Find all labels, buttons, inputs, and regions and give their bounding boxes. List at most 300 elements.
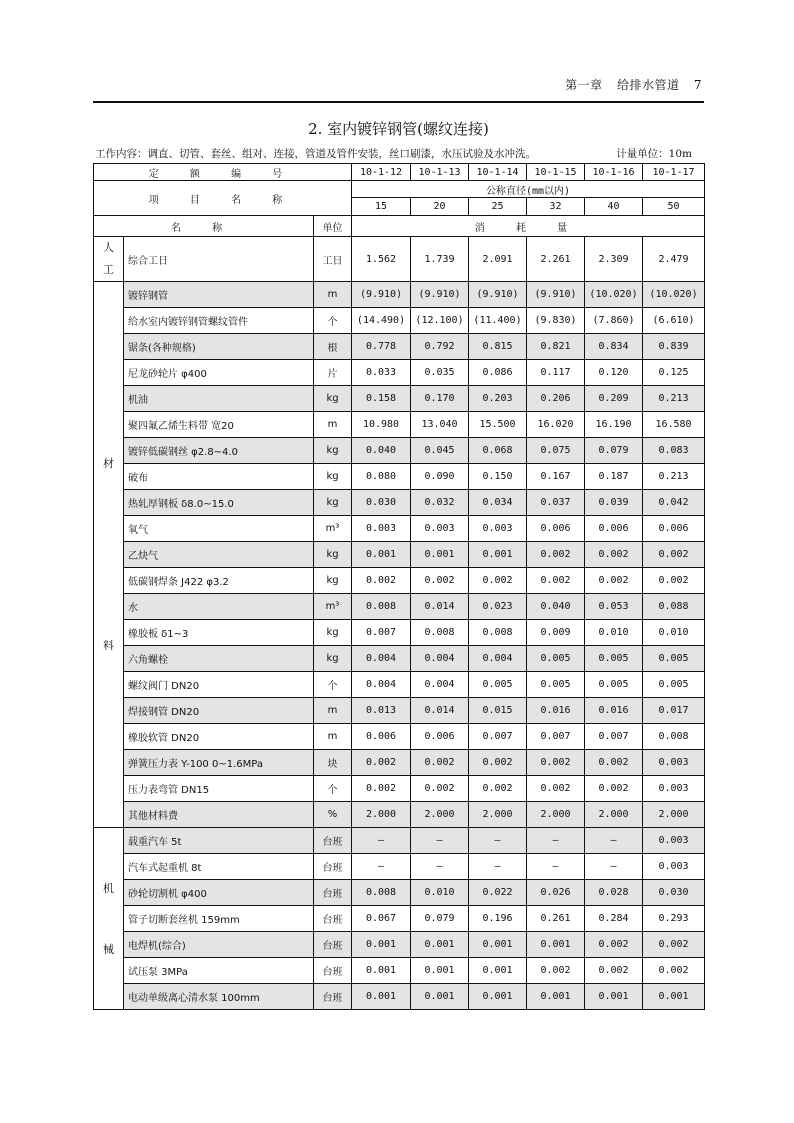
item-unit: kg [314, 464, 352, 490]
item-value: 2.479 [643, 237, 705, 282]
item-value: 2.091 [469, 237, 527, 282]
item-value: 0.001 [469, 932, 527, 958]
item-value: 0.187 [585, 464, 643, 490]
item-name: 低碳钢焊条 J422 φ3.2 [124, 568, 314, 594]
item-unit: kg [314, 386, 352, 412]
item-value: 0.016 [527, 698, 585, 724]
item-value: 0.023 [469, 594, 527, 620]
item-unit: 台班 [314, 828, 352, 854]
table-row [94, 906, 705, 932]
table-row [94, 386, 705, 412]
item-value: 0.167 [527, 464, 585, 490]
item-value: 0.003 [643, 854, 705, 880]
item-value: 0.008 [469, 620, 527, 646]
item-value: 0.001 [411, 958, 469, 984]
table-row [94, 490, 705, 516]
diameter-value: 32 [527, 198, 585, 216]
item-value: 0.002 [643, 932, 705, 958]
quota-table-body [94, 164, 705, 1010]
item-value: 1.562 [352, 237, 411, 282]
item-value: 15.500 [469, 412, 527, 438]
item-value: 0.002 [527, 750, 585, 776]
item-name: 镀锌低碳钢丝 φ2.8~4.0 [124, 438, 314, 464]
item-unit: 台班 [314, 906, 352, 932]
category-char: 料 [103, 638, 114, 652]
item-value: 10.980 [352, 412, 411, 438]
quota-code: 10-1-16 [585, 164, 643, 181]
category-cell [94, 828, 124, 1010]
item-value: 2.000 [469, 802, 527, 828]
item-value: 0.004 [469, 646, 527, 672]
item-name: 橡胶板 δ1~3 [124, 620, 314, 646]
item-unit: 台班 [314, 958, 352, 984]
quota-table [93, 163, 705, 1010]
item-value: (10.020) [643, 282, 705, 308]
item-value: 0.284 [585, 906, 643, 932]
item-unit: m [314, 724, 352, 750]
category-char: 材 [103, 456, 114, 470]
table-row [94, 932, 705, 958]
item-value: — [527, 854, 585, 880]
item-name: 载重汽车 5t [124, 828, 314, 854]
item-name: 锯条(各种规格) [124, 334, 314, 360]
item-unit: m³ [314, 594, 352, 620]
quota-code: 10-1-17 [643, 164, 705, 181]
item-value: 0.003 [643, 828, 705, 854]
item-value: 0.006 [411, 724, 469, 750]
item-value: 0.007 [585, 724, 643, 750]
table-row [94, 984, 705, 1010]
item-name: 热轧厚钢板 δ8.0~15.0 [124, 490, 314, 516]
item-value: 0.006 [352, 724, 411, 750]
item-value: 0.005 [585, 672, 643, 698]
item-value: 0.035 [411, 360, 469, 386]
item-value: 0.002 [527, 776, 585, 802]
diameter-value: 50 [643, 198, 705, 216]
item-value: 0.004 [411, 672, 469, 698]
item-name: 弹簧压力表 Y-100 0~1.6MPa [124, 750, 314, 776]
item-value: 0.017 [643, 698, 705, 724]
item-value: 0.007 [352, 620, 411, 646]
table-row [94, 958, 705, 984]
item-value: 0.002 [585, 776, 643, 802]
diameter-value: 20 [411, 198, 469, 216]
diameter-value: 15 [352, 198, 411, 216]
item-value: 0.196 [469, 906, 527, 932]
item-value: 0.040 [352, 438, 411, 464]
table-row [94, 464, 705, 490]
item-value: 0.002 [469, 568, 527, 594]
item-value: 0.002 [585, 568, 643, 594]
item-value: 0.001 [411, 542, 469, 568]
item-name: 其他材料费 [124, 802, 314, 828]
item-value: 0.821 [527, 334, 585, 360]
item-value: 0.088 [643, 594, 705, 620]
item-value: 0.003 [643, 750, 705, 776]
table-row [94, 620, 705, 646]
item-unit: 台班 [314, 984, 352, 1010]
item-value: 0.001 [469, 984, 527, 1010]
item-value: 0.203 [469, 386, 527, 412]
item-name: 汽车式起重机 8t [124, 854, 314, 880]
item-value: 0.014 [411, 698, 469, 724]
item-unit: 块 [314, 750, 352, 776]
unit-of-measure: 计量单位：10m [616, 148, 692, 160]
item-value: 0.125 [643, 360, 705, 386]
consumption-column-header: 消 耗 量 [352, 216, 705, 237]
item-value: 0.002 [643, 542, 705, 568]
item-value: 0.053 [585, 594, 643, 620]
item-unit: 工日 [314, 237, 352, 282]
item-value: 0.015 [469, 698, 527, 724]
item-value: 0.002 [352, 750, 411, 776]
work-content: 工作内容：调直、切管、套丝、组对、连接，管道及管件安装，丝口刷漆，水压试验及水冲洗。 [95, 148, 536, 160]
item-name: 电焊机(综合) [124, 932, 314, 958]
item-value: 0.005 [643, 672, 705, 698]
item-value: 0.002 [585, 958, 643, 984]
table-row [94, 646, 705, 672]
item-value: 0.009 [527, 620, 585, 646]
item-name: 压力表弯管 DN15 [124, 776, 314, 802]
category-cell [94, 282, 124, 828]
item-value: 0.001 [527, 932, 585, 958]
item-value: 0.002 [469, 776, 527, 802]
column-header-row [94, 216, 705, 237]
item-value: — [527, 828, 585, 854]
item-value: 0.002 [527, 542, 585, 568]
table-row [94, 438, 705, 464]
item-value: 0.005 [643, 646, 705, 672]
item-value: 0.002 [585, 932, 643, 958]
item-value: 2.000 [643, 802, 705, 828]
item-name: 六角螺栓 [124, 646, 314, 672]
item-value: — [585, 828, 643, 854]
item-value: 0.008 [352, 594, 411, 620]
table-row [94, 360, 705, 386]
item-value: 0.083 [643, 438, 705, 464]
item-name: 镀锌钢管 [124, 282, 314, 308]
item-unit: kg [314, 542, 352, 568]
item-unit: 台班 [314, 854, 352, 880]
item-value: (9.910) [411, 282, 469, 308]
table-row [94, 698, 705, 724]
item-unit: kg [314, 620, 352, 646]
item-value: 0.006 [527, 516, 585, 542]
item-value: 16.580 [643, 412, 705, 438]
item-unit: 根 [314, 334, 352, 360]
item-value: 0.005 [527, 672, 585, 698]
diameter-label: 公称直径(mm以内) [352, 181, 705, 198]
item-value: 0.002 [527, 958, 585, 984]
item-value: 0.008 [411, 620, 469, 646]
item-value: 0.839 [643, 334, 705, 360]
page-title: 2. 室内镀锌钢管(螺纹连接) [308, 120, 489, 138]
item-value: 2.261 [527, 237, 585, 282]
item-value: 0.003 [411, 516, 469, 542]
item-value: — [469, 854, 527, 880]
item-name: 水 [124, 594, 314, 620]
item-value: 0.080 [352, 464, 411, 490]
item-value: 0.834 [585, 334, 643, 360]
item-value: 0.075 [527, 438, 585, 464]
table-row [94, 542, 705, 568]
table-row [94, 880, 705, 906]
item-value: 0.002 [352, 776, 411, 802]
item-value: 16.190 [585, 412, 643, 438]
item-value: 0.002 [643, 568, 705, 594]
item-value: 0.778 [352, 334, 411, 360]
item-value: 0.068 [469, 438, 527, 464]
item-value: 0.007 [527, 724, 585, 750]
running-header [555, 76, 702, 93]
item-value: 0.003 [469, 516, 527, 542]
quota-code: 10-1-13 [411, 164, 469, 181]
header-rule [93, 101, 704, 103]
item-value: 0.008 [643, 724, 705, 750]
item-value: (9.910) [527, 282, 585, 308]
item-value: (9.830) [527, 308, 585, 334]
quota-code: 10-1-12 [352, 164, 411, 181]
item-value: 0.005 [527, 646, 585, 672]
item-value: (10.020) [585, 282, 643, 308]
item-value: 0.040 [527, 594, 585, 620]
quota-code: 10-1-14 [469, 164, 527, 181]
category-char: 人 [103, 241, 114, 254]
item-value: 0.013 [352, 698, 411, 724]
diameter-label-row [94, 181, 705, 198]
item-unit: m [314, 412, 352, 438]
item-value: 0.792 [411, 334, 469, 360]
item-name: 机油 [124, 386, 314, 412]
item-name: 综合工日 [124, 237, 314, 282]
item-value: 0.016 [585, 698, 643, 724]
table-row [94, 802, 705, 828]
item-name: 焊接钢管 DN20 [124, 698, 314, 724]
item-value: 0.026 [527, 880, 585, 906]
item-value: 0.170 [411, 386, 469, 412]
item-value: 0.045 [411, 438, 469, 464]
item-value: 0.120 [585, 360, 643, 386]
item-value: 0.006 [643, 516, 705, 542]
item-value: (7.860) [585, 308, 643, 334]
item-value: 0.067 [352, 906, 411, 932]
table-row [94, 568, 705, 594]
item-value: 0.010 [411, 880, 469, 906]
item-value: 0.030 [643, 880, 705, 906]
item-value: (11.400) [469, 308, 527, 334]
item-value: 0.004 [352, 646, 411, 672]
quota-code-row [94, 164, 705, 181]
table-row [94, 282, 705, 308]
item-value: 0.002 [352, 568, 411, 594]
item-value: 0.261 [527, 906, 585, 932]
item-value: 0.005 [469, 672, 527, 698]
work-content-line [95, 146, 704, 161]
item-value: 0.010 [643, 620, 705, 646]
item-unit: kg [314, 646, 352, 672]
item-value: 0.090 [411, 464, 469, 490]
quota-code: 10-1-15 [527, 164, 585, 181]
quota-code-label: 定 额 编 号 [94, 164, 352, 181]
item-value: 2.000 [585, 802, 643, 828]
item-value: 0.008 [352, 880, 411, 906]
item-value: 0.001 [527, 984, 585, 1010]
item-value: 0.030 [352, 490, 411, 516]
item-value: 13.040 [411, 412, 469, 438]
item-value: 0.001 [411, 932, 469, 958]
item-value: 0.042 [643, 490, 705, 516]
category-char: 械 [103, 942, 114, 956]
item-value: 0.002 [411, 776, 469, 802]
item-name: 管子切断套丝机 159mm [124, 906, 314, 932]
item-value: 0.293 [643, 906, 705, 932]
table-row [94, 854, 705, 880]
item-value: 0.001 [352, 542, 411, 568]
item-name: 氧气 [124, 516, 314, 542]
item-value: 0.158 [352, 386, 411, 412]
item-unit: 台班 [314, 880, 352, 906]
item-unit: kg [314, 438, 352, 464]
item-value: 0.117 [527, 360, 585, 386]
item-value: 0.150 [469, 464, 527, 490]
item-value: 0.003 [643, 776, 705, 802]
item-name: 尼龙砂轮片 φ400 [124, 360, 314, 386]
diameter-value: 40 [585, 198, 643, 216]
item-value: 0.213 [643, 386, 705, 412]
item-value: 0.002 [585, 750, 643, 776]
item-value: 2.000 [527, 802, 585, 828]
item-name: 橡胶软管 DN20 [124, 724, 314, 750]
item-value: 0.028 [585, 880, 643, 906]
item-value: 0.002 [643, 958, 705, 984]
table-row [94, 724, 705, 750]
item-name: 聚四氟乙烯生料带 宽20 [124, 412, 314, 438]
item-value: 0.086 [469, 360, 527, 386]
item-name: 电动单级离心清水泵 100mm [124, 984, 314, 1010]
item-name: 砂轮切割机 φ400 [124, 880, 314, 906]
item-value: 0.006 [585, 516, 643, 542]
item-value: 0.001 [352, 932, 411, 958]
item-value: 0.007 [469, 724, 527, 750]
item-value: 0.002 [469, 750, 527, 776]
item-value: 0.001 [411, 984, 469, 1010]
table-row [94, 594, 705, 620]
item-value: 0.079 [585, 438, 643, 464]
table-row [94, 776, 705, 802]
name-column-header: 名 称 [94, 216, 314, 237]
table-row [94, 237, 705, 282]
item-value: 0.001 [643, 984, 705, 1010]
item-value: 16.020 [527, 412, 585, 438]
item-value: 0.004 [352, 672, 411, 698]
item-value: 0.034 [469, 490, 527, 516]
category-char: 工 [103, 263, 114, 276]
item-value: 0.033 [352, 360, 411, 386]
item-value: — [469, 828, 527, 854]
item-value: 0.014 [411, 594, 469, 620]
item-value: 0.206 [527, 386, 585, 412]
item-unit: 片 [314, 360, 352, 386]
item-value: 0.001 [469, 958, 527, 984]
category-char: 机 [103, 881, 114, 895]
item-value: 0.004 [411, 646, 469, 672]
item-name: 乙炔气 [124, 542, 314, 568]
item-value: 0.213 [643, 464, 705, 490]
table-row [94, 412, 705, 438]
table-row [94, 334, 705, 360]
item-value: 2.000 [411, 802, 469, 828]
item-value: 0.037 [527, 490, 585, 516]
item-value: 0.001 [585, 984, 643, 1010]
item-value: (9.910) [352, 282, 411, 308]
table-row [94, 672, 705, 698]
item-name: 破布 [124, 464, 314, 490]
item-value: 0.022 [469, 880, 527, 906]
item-value: 0.079 [411, 906, 469, 932]
item-value: — [411, 854, 469, 880]
item-value: 0.003 [352, 516, 411, 542]
category-cell [94, 237, 124, 282]
item-value: 0.002 [585, 542, 643, 568]
item-value: 0.001 [469, 542, 527, 568]
table-row [94, 308, 705, 334]
item-unit: kg [314, 490, 352, 516]
section-label: 给排水管道 [617, 78, 680, 92]
item-value: — [352, 854, 411, 880]
item-value: — [352, 828, 411, 854]
unit-column-header: 单位 [314, 216, 352, 237]
item-value: 1.739 [411, 237, 469, 282]
item-name: 螺纹阀门 DN20 [124, 672, 314, 698]
item-label: 项 目 名 称 [94, 181, 352, 216]
item-value: — [585, 854, 643, 880]
item-unit: 台班 [314, 932, 352, 958]
item-value: (12.100) [411, 308, 469, 334]
item-value: 0.001 [352, 984, 411, 1010]
item-value: 0.815 [469, 334, 527, 360]
page-number: 7 [693, 78, 702, 92]
table-row [94, 828, 705, 854]
table-row [94, 516, 705, 542]
item-value: — [411, 828, 469, 854]
item-value: 2.309 [585, 237, 643, 282]
item-name: 给水室内镀锌钢管螺纹管件 [124, 308, 314, 334]
item-value: 0.005 [585, 646, 643, 672]
item-value: (6.610) [643, 308, 705, 334]
item-unit: m³ [314, 516, 352, 542]
item-value: (14.490) [352, 308, 411, 334]
item-value: 0.209 [585, 386, 643, 412]
item-unit: 个 [314, 672, 352, 698]
item-value: 0.002 [527, 568, 585, 594]
item-value: 0.010 [585, 620, 643, 646]
item-unit: 个 [314, 776, 352, 802]
item-value: 0.032 [411, 490, 469, 516]
item-value: (9.910) [469, 282, 527, 308]
item-value: 2.000 [352, 802, 411, 828]
item-unit: kg [314, 568, 352, 594]
item-name: 试压泵 3MPa [124, 958, 314, 984]
chapter-label: 第一章 [565, 78, 603, 92]
item-unit: m [314, 282, 352, 308]
item-value: 0.001 [352, 958, 411, 984]
item-value: 0.002 [411, 750, 469, 776]
diameter-value: 25 [469, 198, 527, 216]
item-unit: m [314, 698, 352, 724]
item-unit: % [314, 802, 352, 828]
table-row [94, 750, 705, 776]
item-unit: 个 [314, 308, 352, 334]
